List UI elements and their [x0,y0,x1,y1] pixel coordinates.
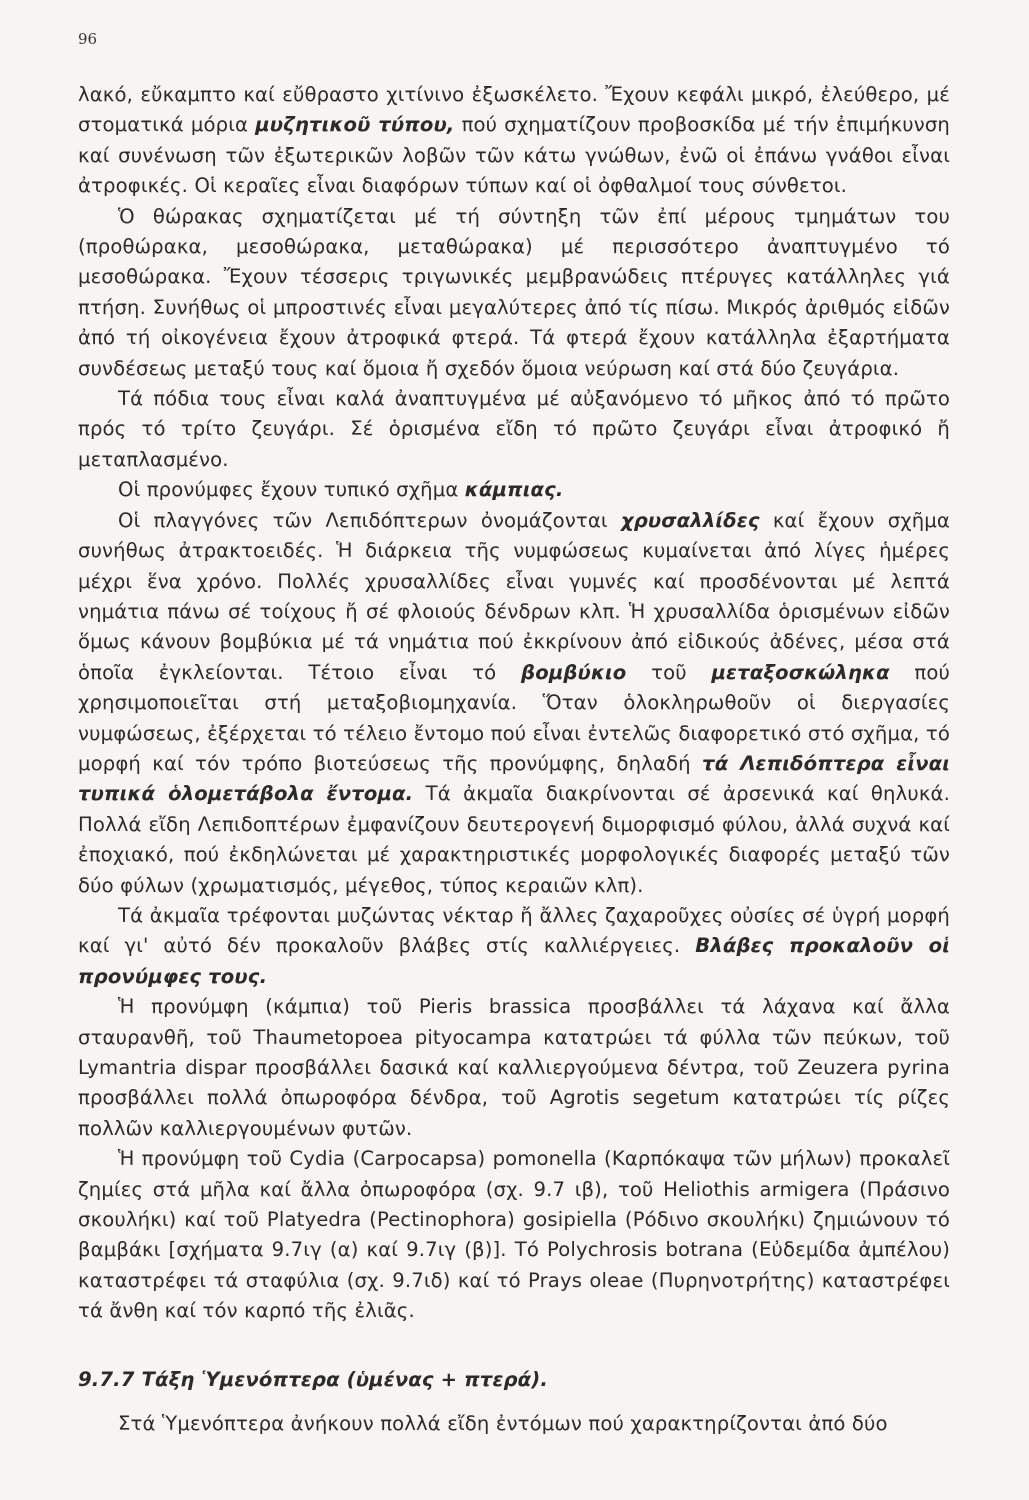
emphasis-term: μεταξοσκώληκα [711,660,890,684]
text-run: Οἱ πλαγγόνες τῶν Λεπιδόπτερων ὀνομάζονται [118,508,621,532]
text-run: Οἱ προνύμφες ἔχουν τυπικό σχῆμα [118,478,465,502]
paragraph [78,901,950,992]
paragraph [78,1144,950,1326]
page-number: 96 [78,30,98,48]
paragraph [78,506,950,901]
paragraph [78,1409,950,1439]
text-run: πού σχηματίζουν προβοσκίδα μέ τήν ἐπιμήκυνση καί συνένωση τῶν ἐξωτερικῶν λοβῶν τῶν κάτω γνώθων, ἐνῶ οἱ ἐπάνω γνάθοι εἶναι ἀτροφικές. Οἱ κεραῖες εἶναι διαφόρων τύπων καί οἱ ὀφθαλμοί τους σύνθετοι. [78,113,950,198]
emphasis-term: μυζητικοῦ τύπου, [255,113,455,137]
paragraph [78,475,950,505]
text-run: Τά ἀκμαῖα διακρίνονται σέ ἀρσενικά καί θηλυκά. Πολλά εἴδη Λεπιδοπτέρων ἐμφανίζουν δευτερογενή διμορφισμό φύλου, ἀλλά συχνά καί ἐποχιακό, πού ἐκδηλώνεται μέ χαρακτηριστικές μορφολογικές διαφορές μεταξύ τῶν δύο φύλων (χρωματισμός, μέγεθος, τύπος κεραιῶν κλπ). [78,782,950,897]
text-run: 9.7.7 Τάξη Ὑμενόπτερα (ὑμένας + πτερά). [78,1367,548,1391]
text-run: λακό, εὔκαμπτο καί εὔθραστο χιτίνινο ἐξωσκέλετο. Ἔχουν κεφάλι μικρό, ἐλεύθερο, μέ στοματικά μόρια [78,83,950,137]
paragraph [78,992,950,1144]
text-run: Τά πόδια τους εἶναι καλά ἀναπτυγμένα μέ αὐξανόμενο τό μῆκος ἀπό τό πρῶτο πρός τό τρίτο ζευγάρι. Σέ ὁρισμένα εἴδη τό πρῶτο ζευγάρι εἶναι ἀτροφικό ἤ μεταπλασμένο. [78,387,950,471]
text-run: Ἡ προνύμφη (κάμπια) τοῦ Pieris brassica προσβάλλει τά λάχανα καί ἄλλα σταυρανθῆ, τοῦ Thaumetopoea pityocampa κατατρώει τά φύλλα τῶν πεύκων, τοῦ Lymantria dispar προσβάλλει δασικά καί καλλιεργούμενα δέντρα, τοῦ Zeuzera pyrina προσβάλλει πολλά ὀπωροφόρα δένδρα, τοῦ Agrotis segetum κατατρώει τίς ρίζες πολλῶν καλλιεργουμένων φυτῶν. [78,995,950,1140]
emphasis-term: κάμπιας. [464,478,564,502]
emphasis-term: Βλάβες προκαλοῦν οἱ προνύμφες τους. [78,934,950,988]
text-run: τοῦ [626,660,712,684]
paragraph [78,202,950,384]
emphasis-term: βομβύκιο [521,660,627,684]
text-run: Στά Ὑμενόπτερα ἀνήκουν πολλά εἴδη ἐντόμων πού χαρακτηρίζονται ἀπό δύο [118,1412,888,1436]
text-run: καί ἔχουν σχῆμα συνήθως ἀτρακτοειδές. Ἡ διάρκεια τῆς νυμφώσεως κυμαίνεται ἀπό λίγες ἡμέρες μέχρι ἕνα χρόνο. Πολλές χρυσαλλίδες εἶναι γυμνές καί προσδένονται μέ λεπτά νημάτια πάνω σέ τοίχους ἤ σέ φλοιούς δένδρων κλπ. Ἡ χρυσαλλίδα ὁρισμένων εἰδῶν ὅμως κάνουν βομβύκια μέ τά νημάτια πού ἐκκρίνουν ἀπό εἰδικούς ἀδένες, μέσα στά ὁποῖα ἐγκλείονται. Τέτοιο εἶναι τό [78,508,950,684]
text-run: Ἡ προνύμφη τοῦ Cydia (Carpocapsa) pomonella (Καρπόκαψα τῶν μήλων) προκαλεῖ ζημίες στά μῆλα καί ἄλλα ὀπωροφόρα (σχ. 9.7 ιβ), τοῦ Heliothis armigera (Πράσινο σκουλήκι) καί τοῦ Platyedra (Pectinophora) gosipiella (Ρόδινο σκουλήκι) ζημιώνουν τό βαμβάκι [σχήματα 9.7ιγ (α) καί 9.7ιγ (β)]. Τό Polychrosis botrana (Εὐδεμίδα ἀμπέλου) καταστρέφει τά σταφύλια (σχ. 9.7ιδ) καί τό Prays oleae (Πυρηνοτρήτης) καταστρέφει τά ἄνθη καί τόν καρπό τῆς ἐλιᾶς. [78,1147,950,1323]
emphasis-term: τά Λεπιδόπτερα εἶναι τυπικά ὁλομετάβολα ἔντομα. [78,751,950,806]
text-run: Ὁ θώρακας σχηματίζεται μέ τή σύντηξη τῶν ἐπί μέρους τμημάτων του (προθώρακα, μεσοθώρακα, μεταθώρακα) μέ περισσότερο ἀναπτυγμένο τό μεσοθώρακα. Ἔχουν τέσσερις τριγωνικές μεμβρανώδεις πτέρυγες κατάλληλες γιά πτήση. Συνήθως οἱ μπροστινές εἶναι μεγαλύτερες ἀπό τίς πίσω. Μικρός ἀριθμός εἰδῶν ἀπό τή οἰκογένεια ἔχουν ἀτροφικά φτερά. Τά φτερά ἔχουν κατάλληλα ἐξαρτήματα συνδέσεως μεταξύ τους καί ὅμοια ἤ σχεδόν ὅμοια νεύρωση καί στά δύο ζευγάρια. [78,204,950,380]
body-text [78,80,950,1439]
paragraph [78,384,950,475]
paragraph [78,80,950,202]
text-run: πού χρησιμοποιεῖται στή μεταξοβιομηχανία. Ὅταν ὁλοκληρωθοῦν οἱ διεργασίες νυμφώσεως, ἐξέρχεται τό τέλειο ἔντομο πού εἶναι ἐντελῶς διαφορετικό στό σχῆμα, τό μορφή καί τόν τρόπο βιοτεύσεως τῆς προνύμφης, δηλαδή [78,660,950,775]
section-heading [78,1365,950,1395]
text-run: Τά ἀκμαῖα τρέφονται μυζώντας νέκταρ ἤ ἄλλες ζαχαροῦχες οὐσίες σέ ὑγρή μορφή καί γι' αὐτό δέν προκαλοῦν βλάβες στίς καλλιέργειες. [78,903,950,958]
emphasis-term: χρυσαλλίδες [620,508,760,532]
